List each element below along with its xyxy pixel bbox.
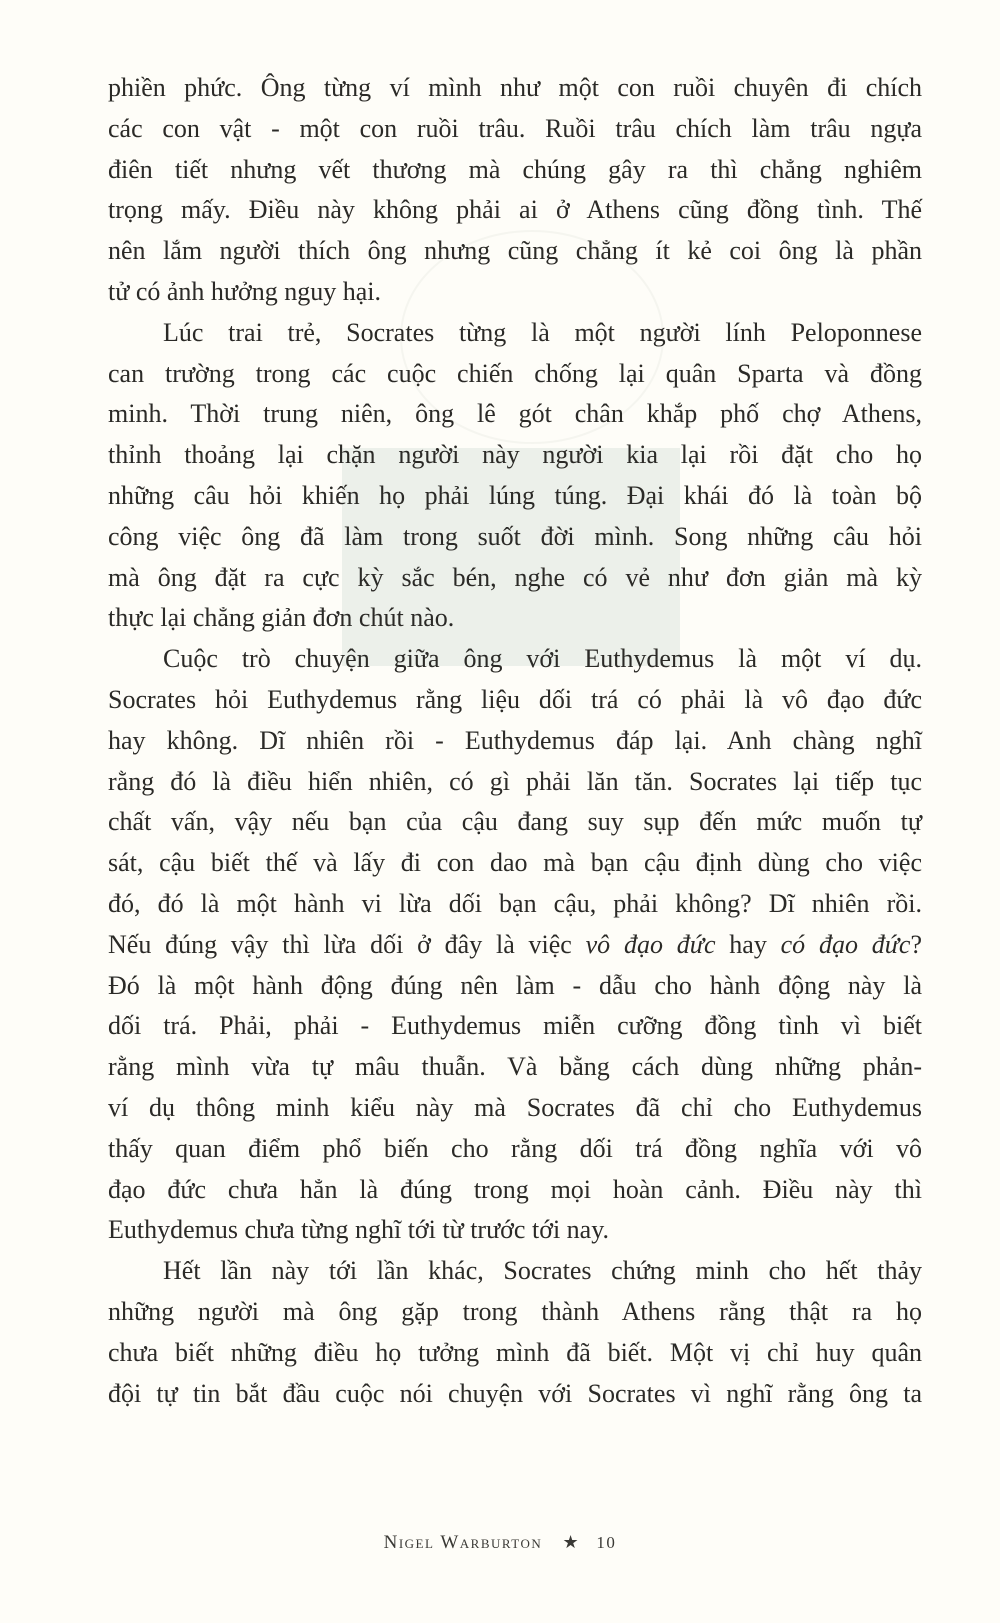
text-line: Lúc trai trẻ, Socrates từng là một người lính Peloponnese xyxy=(163,317,922,347)
italic-phrase: vô đạo đức xyxy=(585,929,716,959)
text-line: thỉnh thoảng lại chặn người này người kia lại rồi đặt cho họ xyxy=(108,440,922,470)
text-line: những câu hỏi khiến họ phải lúng túng. Đại khái đó là toàn bộ xyxy=(108,480,922,510)
paragraph xyxy=(108,313,922,639)
text-line: Cuộc trò chuyện giữa ông với Euthydemus là một ví dụ. xyxy=(163,644,922,674)
text-run: Nếu đúng vậy thì lừa dối ở đây là việc xyxy=(108,929,586,959)
page-body xyxy=(108,68,922,1414)
text-line: hay không. Dĩ nhiên rồi - Euthydemus đáp lại. Anh chàng nghĩ xyxy=(108,725,922,755)
text-line: Hết lần này tới lần khác, Socrates chứng minh cho hết thảy xyxy=(163,1256,922,1286)
text-line: Euthydemus chưa từng nghĩ tới từ trước tới nay. xyxy=(108,1215,610,1245)
page-footer xyxy=(0,1532,1000,1554)
text-run: hay xyxy=(715,929,781,959)
text-line: Đó là một hành động đúng nên làm - dẫu cho hành động này là xyxy=(108,970,922,1000)
running-footer-author: Nigel Warburton xyxy=(383,1532,543,1553)
page-number: 10 xyxy=(596,1533,617,1552)
text-line: chưa biết những điều họ tưởng mình đã biết. Một vị chỉ huy quân xyxy=(108,1337,922,1367)
text-line: ví dụ thông minh kiểu này mà Socrates đã chỉ cho Euthydemus xyxy=(108,1092,922,1122)
text-line: công việc ông đã làm trong suốt đời mình. Song những câu hỏi xyxy=(108,521,922,551)
paragraph xyxy=(108,1251,922,1414)
paragraph xyxy=(108,68,922,313)
text-line: thấy quan điểm phổ biến cho rằng dối trá đồng nghĩa với vô xyxy=(108,1133,922,1163)
text-line: thực lại chẳng giản đơn chút nào. xyxy=(108,603,455,633)
text-line: các con vật - một con ruồi trâu. Ruồi trâu chích làm trâu ngựa xyxy=(108,113,922,143)
text-line: chất vấn, vậy nếu bạn của cậu đang suy sụp đến mức muốn tự xyxy=(108,807,922,837)
text-line: trọng mấy. Điều này không phải ai ở Athens cũng đồng tình. Thế xyxy=(108,195,922,225)
text-line: sát, cậu biết thế và lấy đi con dao mà bạn cậu định dùng cho việc xyxy=(108,848,922,878)
text-line: tử có ảnh hưởng nguy hại. xyxy=(108,276,381,306)
text-line: rằng đó là điều hiển nhiên, có gì phải lăn tăn. Socrates lại tiếp tục xyxy=(108,766,922,796)
text-line: đội tự tin bắt đầu cuộc nói chuyện với Socrates vì nghĩ rằng ông ta xyxy=(108,1378,922,1408)
text-run: ? xyxy=(910,929,922,959)
text-line: điên tiết nhưng vết thương mà chúng gây ra thì chẳng nghiêm xyxy=(108,154,922,184)
text-line: can trường trong các cuộc chiến chống lại quân Sparta và đồng xyxy=(108,358,922,388)
text-line: những người mà ông gặp trong thành Athens rằng thật ra họ xyxy=(108,1296,922,1326)
text-line: dối trá. Phải, phải - Euthydemus miễn cưỡng đồng tình vì biết xyxy=(108,1011,922,1041)
text-line: Socrates hỏi Euthydemus rằng liệu dối trá có phải là vô đạo đức xyxy=(108,684,922,714)
text-line: đạo đức chưa hẳn là đúng trong mọi hoàn cảnh. Điều này thì xyxy=(108,1174,922,1204)
text-line: mà ông đặt ra cực kỳ sắc bén, nghe có vẻ như đơn giản mà kỳ xyxy=(108,562,922,592)
text-line: minh. Thời trung niên, ông lê gót chân khắp phố chợ Athens, xyxy=(108,399,922,429)
text-line: đó, đó là một hành vi lừa dối bạn cậu, phải không? Dĩ nhiên rồi. xyxy=(108,888,922,918)
italic-phrase: có đạo đức xyxy=(780,929,911,959)
text-line: rằng mình vừa tự mâu thuẫn. Và bằng cách dùng những phản- xyxy=(108,1052,922,1082)
paragraph xyxy=(108,639,922,1251)
text-line-with-italics xyxy=(108,925,922,966)
text-line: nên lắm người thích ông nhưng cũng chẳng ít kẻ coi ông là phần xyxy=(108,236,922,266)
text-line: phiền phức. Ông từng ví mình như một con ruồi chuyên đi chích xyxy=(108,73,922,102)
star-icon: ★ xyxy=(562,1532,581,1552)
